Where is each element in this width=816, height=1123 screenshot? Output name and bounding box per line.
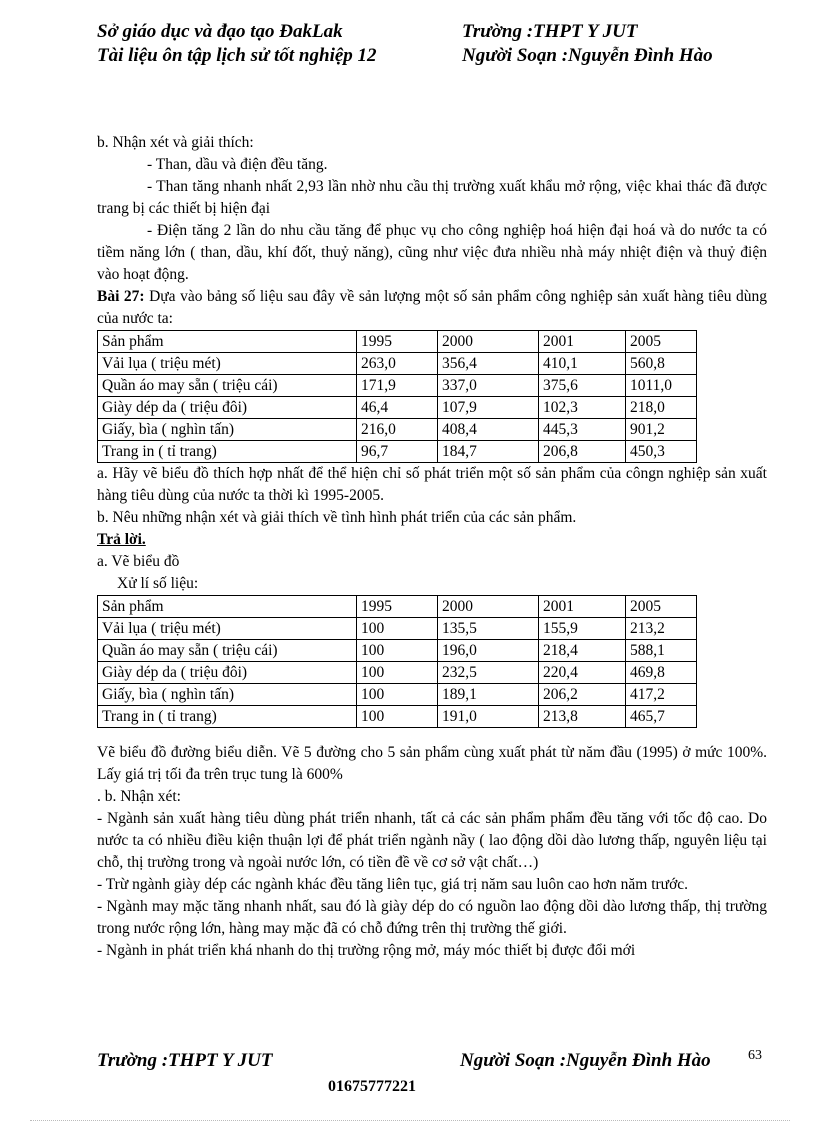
table-cell: 213,8: [539, 706, 626, 728]
table-cell: 206,8: [539, 441, 626, 463]
header-school-dept: Sở giáo dục và đạo tạo ĐakLak: [97, 21, 343, 42]
footer-school: Trường :THPT Y JUT: [97, 1050, 273, 1071]
table-row: [98, 353, 697, 375]
index-table: [97, 595, 697, 728]
answer-label: Trả lời.: [97, 531, 146, 548]
page-divider: [30, 1120, 790, 1121]
table-cell: 100: [357, 706, 438, 728]
table-cell: 216,0: [357, 419, 438, 441]
exercise-27: [97, 286, 767, 330]
table-cell: Vải lụa ( triệu mét): [98, 353, 357, 375]
table-cell: 96,7: [357, 441, 438, 463]
table-row: [98, 375, 697, 397]
question-b: b. Nêu những nhận xét và giải thích về tình hình phát triển của các sản phẩm.: [97, 509, 577, 526]
table-header-row: [98, 596, 697, 618]
table-cell: Quần áo may sẵn ( triệu cái): [98, 375, 357, 397]
data-processing-label: Xử lí số liệu:: [117, 575, 199, 592]
table-cell: 263,0: [357, 353, 438, 375]
table-cell: 218,0: [626, 397, 697, 419]
exercise-text: Dựa vào bảng số liệu sau đây về sản lượng một số sản phẩm công nghiệp sản xuất hàng tiêu dùng của nước ta:: [97, 288, 767, 327]
remark-paragraph: - Trừ ngành giày dép các ngành khác đều tăng liên tục, giá trị năm sau luôn cao hơn năm trước.: [97, 876, 689, 893]
table-row: [98, 640, 697, 662]
table-cell: 408,4: [438, 419, 539, 441]
table-cell: 100: [357, 662, 438, 684]
answer-heading: [97, 529, 767, 551]
table-cell: 1011,0: [626, 375, 697, 397]
table-cell: 196,0: [438, 640, 539, 662]
table-header-cell: Sản phẩm: [98, 596, 357, 618]
table-cell: 465,7: [626, 706, 697, 728]
exercise-label: Bài 27:: [97, 288, 145, 305]
table-header-cell: 2001: [539, 596, 626, 618]
spacer: [97, 728, 767, 742]
table-row: [98, 618, 697, 640]
table-cell: 232,5: [438, 662, 539, 684]
header-school: Trường :THPT Y JUT: [462, 21, 638, 42]
table-row: [98, 662, 697, 684]
table-cell: 135,5: [438, 618, 539, 640]
table-cell: Giày dép da ( triệu đôi): [98, 397, 357, 419]
table-cell: 107,9: [438, 397, 539, 419]
table-cell: 901,2: [626, 419, 697, 441]
remark-paragraph: - Ngành may mặc tăng nhanh nhất, sau đó là giày dép do có nguồn lao động dồi dào lương thấp, thị trường trong nước rộng lớn, hàng may mặc đã có chỗ đứng trên thị trường thế giới.: [97, 898, 767, 937]
table-cell: 102,3: [539, 397, 626, 419]
table-header-cell: 1995: [357, 596, 438, 618]
table-cell: 469,8: [626, 662, 697, 684]
table-header-cell: 2000: [438, 331, 539, 353]
table-cell: 206,2: [539, 684, 626, 706]
table-cell: Trang in ( tỉ trang): [98, 441, 357, 463]
table-cell: 46,4: [357, 397, 438, 419]
table-header-cell: Sản phẩm: [98, 331, 357, 353]
header-author: Người Soạn :Nguyễn Đình Hào: [462, 45, 713, 66]
paragraph: - Điện tăng 2 lần do nhu cầu tăng để phục vụ cho công nghiệp hoá hiện đại hoá và do nước ta có tiềm năng lớn ( than, dầu, khí đốt, thuỷ năng), cũng như việc đưa nhiều nhà máy nhiệt điện và thuỷ điện vào hoạt động.: [97, 222, 767, 283]
table-cell: Giấy, bìa ( nghìn tấn): [98, 419, 357, 441]
table-cell: 100: [357, 640, 438, 662]
table-header-cell: 1995: [357, 331, 438, 353]
table-cell: Giấy, bìa ( nghìn tấn): [98, 684, 357, 706]
table-cell: Quần áo may sẵn ( triệu cái): [98, 640, 357, 662]
table-row: [98, 684, 697, 706]
table-header-cell: 2005: [626, 331, 697, 353]
table-cell: 588,1: [626, 640, 697, 662]
paragraph: - Than tăng nhanh nhất 2,93 lần nhờ nhu cầu thị trường xuất khẩu mở rộng, việc khai thác đã được trang bị các thiết bị hiện đại: [97, 178, 767, 217]
remark-paragraph: - Ngành sản xuất hàng tiêu dùng phát triển nhanh, tất cả các sản phẩm phẩm đều tăng với tốc độ cao. Do nước ta có nhiều điều kiện thuận lợi để phát triển ngành nầy ( lao động dồi dào lương thấp, nguyên liệu tại chỗ, thị trường trong và ngoài nước lớn, có tiền đề về cơ sở vật chất…): [97, 810, 767, 871]
paragraph: - Than, dầu và điện đều tăng.: [147, 156, 328, 173]
remark-paragraph: - Ngành in phát triển khá nhanh do thị trường rộng mở, máy móc thiết bị được đổi mới: [97, 942, 636, 959]
table-cell: 191,0: [438, 706, 539, 728]
table-row: [98, 419, 697, 441]
table-row: [98, 397, 697, 419]
table-header-cell: 2000: [438, 596, 539, 618]
table-cell: 410,1: [539, 353, 626, 375]
section-b-title: b. Nhận xét và giải thích:: [97, 134, 254, 151]
table-cell: 450,3: [626, 441, 697, 463]
production-table: [97, 330, 697, 463]
table-cell: 100: [357, 684, 438, 706]
chart-instructions: Vẽ biểu đồ đường biểu diễn. Vẽ 5 đường cho 5 sản phẩm cùng xuất phát từ năm đầu (1995) ở mức 100%. Lấy giá trị tối đa trên trục tung là 600%: [97, 744, 767, 783]
table-cell: Giày dép da ( triệu đôi): [98, 662, 357, 684]
page-content: [97, 132, 767, 962]
remarks-title: . b. Nhận xét:: [97, 788, 181, 805]
table-header-cell: 2005: [626, 596, 697, 618]
table-header-row: [98, 331, 697, 353]
table-cell: Vải lụa ( triệu mét): [98, 618, 357, 640]
table-cell: 155,9: [539, 618, 626, 640]
table-cell: 220,4: [539, 662, 626, 684]
table-cell: 213,2: [626, 618, 697, 640]
table-cell: 337,0: [438, 375, 539, 397]
table-cell: 171,9: [357, 375, 438, 397]
table-cell: 445,3: [539, 419, 626, 441]
footer-author: Người Soạn :Nguyễn Đình Hào: [460, 1050, 711, 1071]
table-cell: 218,4: [539, 640, 626, 662]
table-cell: 356,4: [438, 353, 539, 375]
table-cell: 417,2: [626, 684, 697, 706]
table-row: [98, 441, 697, 463]
table-header-cell: 2001: [539, 331, 626, 353]
answer-a-title: a. Vẽ biểu đồ: [97, 553, 180, 570]
table-cell: Trang in ( tỉ trang): [98, 706, 357, 728]
footer-phone: 01675777221: [328, 1078, 416, 1095]
header-doc-title: Tài liệu ôn tập lịch sử tốt nghiệp 12: [97, 45, 377, 66]
table-cell: 375,6: [539, 375, 626, 397]
table-cell: 189,1: [438, 684, 539, 706]
table-row: [98, 706, 697, 728]
table-cell: 560,8: [626, 353, 697, 375]
table-cell: 100: [357, 618, 438, 640]
question-a: a. Hãy vẽ biểu đồ thích hợp nhất để thể hiện chỉ số phát triển một số sản phẩm của côngn nghiệp sản xuất hàng tiêu dùng của nước ta thời kì 1995-2005.: [97, 465, 767, 504]
table-cell: 184,7: [438, 441, 539, 463]
page-number: 63: [748, 1048, 762, 1063]
